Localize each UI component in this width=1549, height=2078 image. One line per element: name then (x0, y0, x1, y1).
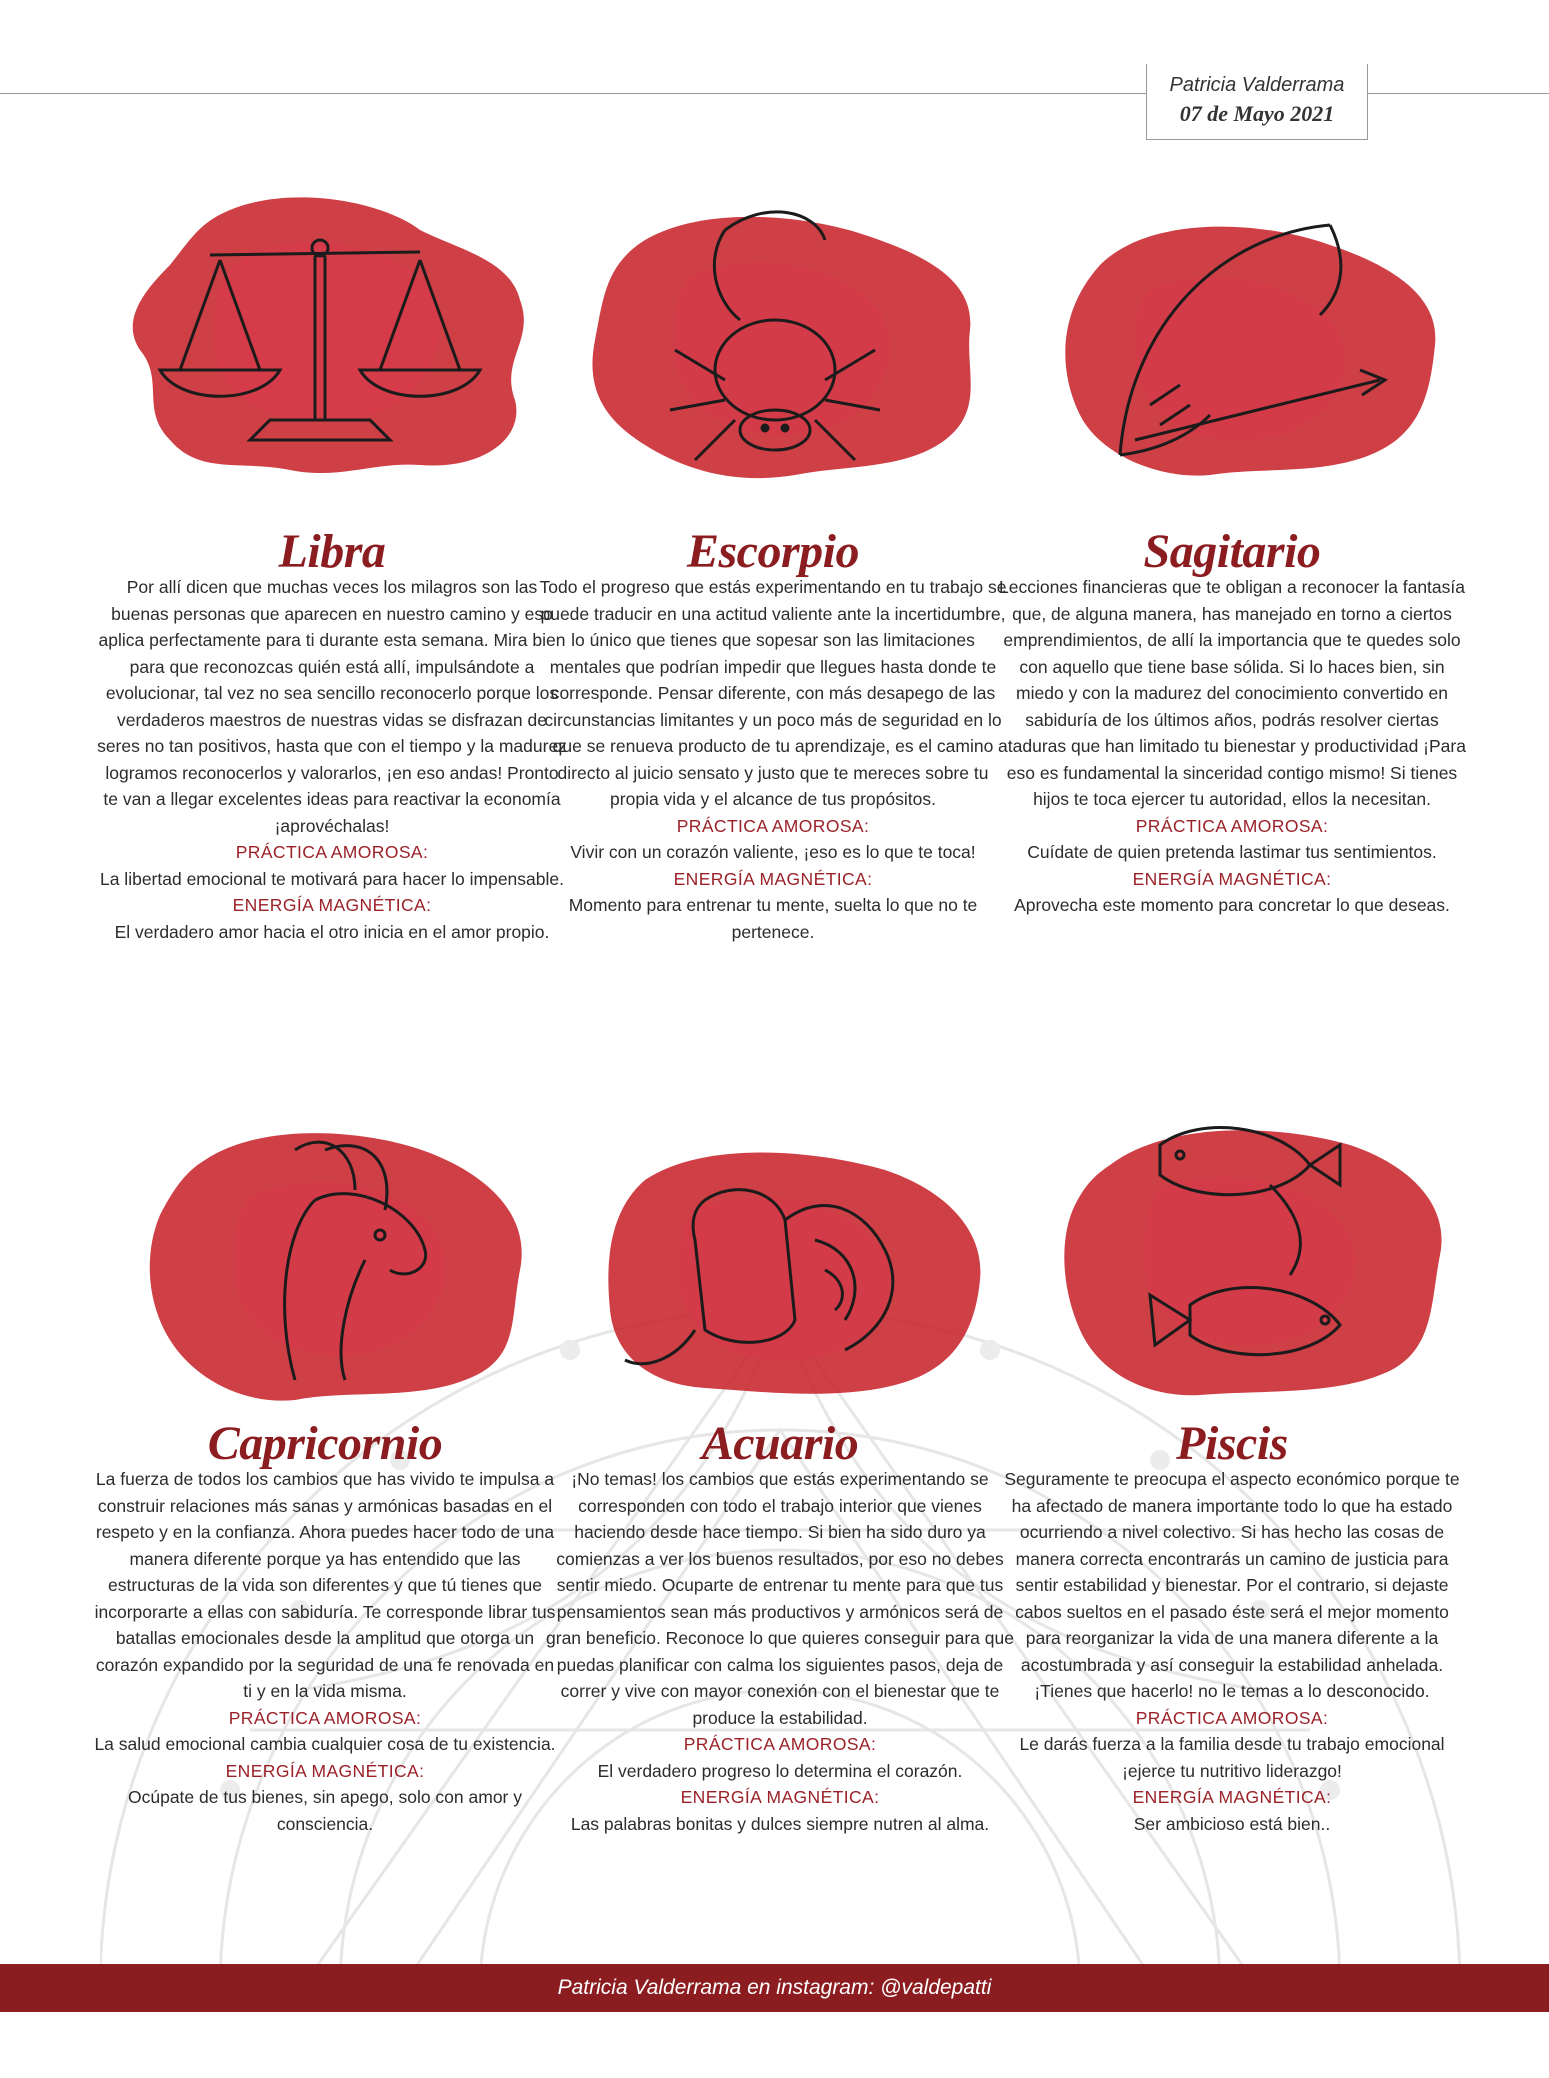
horoscope-text: Lecciones financieras que te obligan a reconocer la fantasía que, de alguna manera, has manejado en torno a ciertos emprendimientos, de allí la importancia que te quedes solo con aquello que tiene base sólida. Si lo haces bien, sin miedo y con la madurez del conocimiento convertido en sabiduría de los últimos años, podrás resolver ciertas ataduras que han limitado tu bienestar y productividad ¡Para eso es fundamental la sinceridad contigo mismo! Si tienes hijos te toca ejercer tu autoridad, ellos la necesitan. (998, 577, 1466, 809)
magnetic-energy-text: Momento para entrenar tu mente, suelta lo que no te pertenece. (568, 895, 978, 942)
sign-body-sagitario (997, 574, 1467, 919)
love-practice-label: PRÁCTICA AMOROSA: (228, 1707, 422, 1728)
sign-body-piscis (997, 1466, 1467, 1837)
love-practice-text: Vivir con un corazón valiente, ¡eso es lo que te toca! (570, 842, 976, 862)
love-practice-text: El verdadero progreso lo determina el corazón. (597, 1760, 963, 1781)
love-practice-label: PRÁCTICA AMOROSA: (683, 1734, 877, 1754)
magnetic-energy-label: ENERGÍA MAGNÉTICA: (680, 1787, 880, 1807)
author-name: Patricia Valderrama (1169, 74, 1345, 96)
horoscope-text: Todo el progreso que estás experimentando en tu trabajo se puede traducir en una actitud valiente ante la incertidumbre, lo único que tienes que sopesar son las limitaciones mentales que podrían impedir que llegues hasta donde te corresponde. Pensar diferente, con más desapego de las circunstancias limitantes y un poco más de seguridad en lo que se renueva producto de tu aprendizaje, es el camino directo al juicio sensato y justo que te mereces sobre tu propia vida y el alcance de tus propósitos. (539, 577, 1007, 809)
magnetic-energy-text: Aprovecha este momento para concretar lo que deseas. (1014, 895, 1450, 915)
horoscope-text: ¡No temas! los cambios que estás experimentando se corresponden con todo el trabajo interior que vienes haciendo desde hace tiempo. Si bien ha sido duro ya comienzas a ver los buenos resultados, por eso no debes sentir miedo. Ocuparte de entrenar tu mente para que tus pensamientos sean más productivos y armónicos será de gran beneficio. Reconoce lo que quieres conseguir para que puedas planificar con calma los siguientes pasos, deja de correr y vive con mayor conexión con el bienestar que te produce la estabilidad. (546, 1469, 1014, 1728)
magnetic-energy-text: Las palabras bonitas y dulces siempre nutren al alma. (570, 1813, 990, 1834)
magnetic-energy-text: Ser ambicioso está bien.. (1133, 1813, 1331, 1834)
sign-title-sagitario: Sagitario (1143, 525, 1321, 578)
sign-title-piscis: Piscis (1176, 1417, 1288, 1470)
sign-title-capricornio: Capricornio (207, 1417, 443, 1470)
sign-body-escorpio (538, 574, 1008, 945)
scorpion-icon (575, 200, 985, 480)
two-fish-icon (1040, 1105, 1460, 1405)
water-jug-icon (585, 1130, 995, 1400)
horoscope-text: Seguramente te preocupa el aspecto económico porque te ha afectado de manera importante todo lo que ha estado ocurriendo a nivel colectivo. Si has hecho las cosas de manera correcta encontrarás un camino de justicia para sentir estabilidad y bienestar. Por el contrario, si dejaste cabos sueltos en el pasado éste será el mejor momento para reorganizar la vida de una manera diferente a la acostumbrada y así conseguir la estabilidad anhelada. ¡Tienes que hacerlo! no le temas a lo desconocido. (1004, 1469, 1460, 1701)
magnetic-energy-label: ENERGÍA MAGNÉTICA: (225, 1760, 425, 1781)
header-box (1146, 64, 1368, 140)
magnetic-energy-text: Ocúpate de tus bienes, sin apego, solo con amor y consciencia. (128, 1787, 522, 1834)
bow-and-arrow-icon (1040, 205, 1450, 485)
love-practice-label: PRÁCTICA AMOROSA: (235, 842, 429, 862)
sign-body-acuario (545, 1466, 1015, 1837)
horoscope-text: La fuerza de todos los cambios que has vivido te impulsa a construir relaciones más sanas y armónicas basadas en el respeto y en la confianza. Ahora puedes hacer todo de una manera diferente porque ya has entendido que las estructuras de la vida son diferentes y que tú tienes que incorporarte a ellas con sabiduría. Te corresponde librar tus batallas emocionales desde la amplitud que otorga un corazón expandido por la seguridad de una fe renovada en ti y en la vida misma. (94, 1469, 556, 1701)
sign-body-libra (97, 574, 567, 945)
love-practice-label: PRÁCTICA AMOROSA: (676, 815, 870, 836)
sign-title-libra: Libra (278, 525, 386, 578)
instagram-credit: Patricia Valderrama en instagram: @valdepatti (557, 1976, 992, 1999)
magnetic-energy-label: ENERGÍA MAGNÉTICA: (232, 895, 432, 915)
love-practice-text: La libertad emocional te motivará para hacer lo impensable. (99, 868, 564, 889)
magnetic-energy-label: ENERGÍA MAGNÉTICA: (1132, 1787, 1332, 1807)
sign-title-escorpio: Escorpio (686, 525, 859, 578)
sign-body-capricornio (90, 1466, 560, 1837)
love-practice-text: La salud emocional cambia cualquier cosa de tu existencia. (94, 1734, 556, 1754)
issue-date: 07 de Mayo 2021 (1179, 101, 1335, 126)
horoscope-text: Por allí dicen que muchas veces los milagros son las buenas personas que aparecen en nuestro camino y eso aplica perfectamente para ti durante esta semana. Mira bien para que reconozcas quién está allí, impulsándote a evolucionar, tal vez no sea sencillo reconocerlo porque los verdaderos maestros de nuestras vidas se disfrazan de seres no tan positivos, hasta que con el tiempo y la madurez logramos reconocerlos y valorarlos, ¡en eso andas! Pronto te van a llegar excelentes ideas para reactivar la economía ¡aprovéchalas! (97, 577, 567, 836)
sign-title-acuario: Acuario (701, 1417, 859, 1470)
love-practice-label: PRÁCTICA AMOROSA: (1135, 1707, 1329, 1728)
love-practice-text: Cuídate de quien pretenda lastimar tus sentimientos. (1027, 842, 1437, 862)
love-practice-text: Le darás fuerza a la familia desde tu trabajo emocional ¡ejerce tu nutritivo liderazgo! (1019, 1734, 1445, 1781)
love-practice-label: PRÁCTICA AMOROSA: (1135, 815, 1329, 836)
libra-scales-icon (120, 190, 540, 480)
footer-bar (0, 1964, 1549, 2012)
magnetic-energy-text: El verdadero amor hacia el otro inicia en el amor propio. (114, 921, 550, 942)
goat-icon (125, 1110, 545, 1410)
magnetic-energy-label: ENERGÍA MAGNÉTICA: (1132, 868, 1332, 889)
magnetic-energy-label: ENERGÍA MAGNÉTICA: (673, 868, 873, 889)
